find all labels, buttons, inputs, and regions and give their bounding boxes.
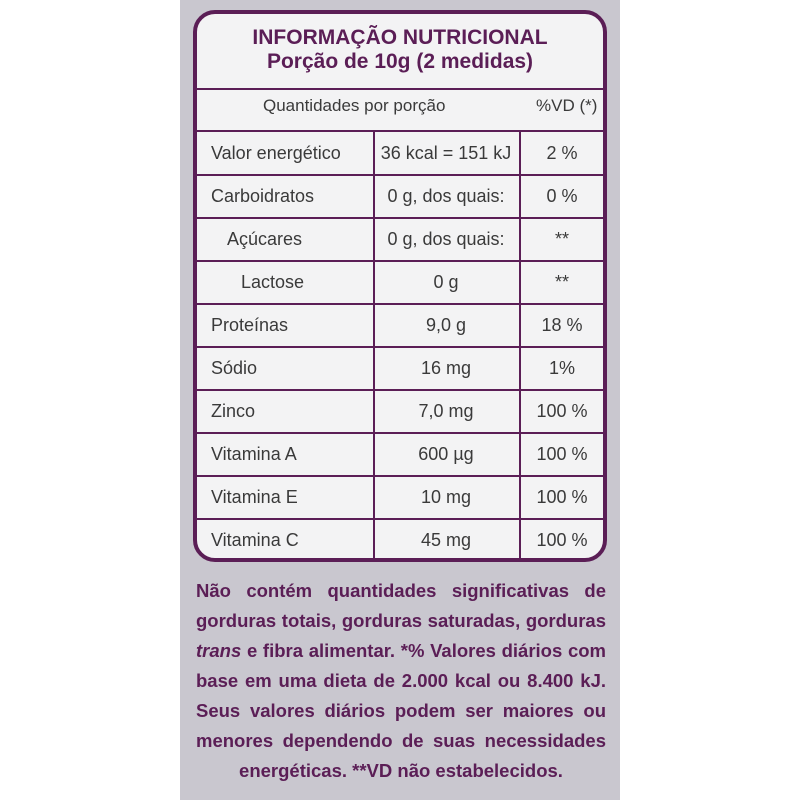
table-row [197,519,603,562]
table-row [197,433,603,476]
nutrient-vd: 0 % [546,186,578,206]
table-row [197,218,603,261]
nutrient-amount: 36 kcal = 151 kJ [380,143,512,163]
nutrient-vd: ** [554,272,569,292]
footnote-part1: Não contém quantidades significativas de gorduras totais, gorduras saturadas, gorduras [196,580,606,631]
nutrient-vd: 2 % [546,143,578,163]
nutrient-amount: 600 µg [418,444,474,464]
nutrient-name: Lactose [241,272,305,292]
nutrient-vd: 1% [548,358,575,378]
nutrition-facts-table [193,10,607,562]
nutrient-vd: 100 % [536,487,588,507]
nutrient-amount: 45 mg [420,530,472,550]
nutrient-name: Proteínas [211,315,289,335]
table-row [197,304,603,347]
nutrient-name: Carboidratos [211,186,315,206]
nutrient-vd: 100 % [536,401,588,421]
nutrient-name: Vitamina A [211,444,297,464]
table-row [197,390,603,433]
nutrient-vd: ** [554,229,569,249]
table-row [197,132,603,175]
header-quantity: Quantidades por porção [263,96,446,115]
nutrient-amount: 7,0 mg [418,401,474,421]
footnote-italic: trans [196,640,242,661]
nutrient-name: Vitamina C [211,530,299,550]
nutrient-amount: 16 mg [420,358,472,378]
nutrient-name: Valor energético [211,143,341,163]
serving-size: Porção de 10g (2 medidas) [266,50,534,73]
nutrient-amount: 9,0 g [425,315,467,335]
table-row [197,175,603,218]
nutrient-vd: 100 % [536,530,588,550]
table-row [197,261,603,304]
footnote-part2: e fibra alimentar. *% Valores diários com base em uma dieta de 2.000 kcal ou 8.400 kJ. Seus valores diários podem ser maiores ou menores dependendo de suas necessidades energéticas. **VD não estabelecidos. [196,640,606,781]
nutrient-name: Vitamina E [211,487,298,507]
nutrient-amount: 10 mg [420,487,472,507]
nutrient-amount: 0 g, dos quais: [387,186,505,206]
nutrient-vd: 18 % [541,315,583,335]
nutrient-name: Sódio [211,358,258,378]
table-row [197,347,603,390]
header-vd: %VD (*) [536,96,598,115]
nutrient-vd: 100 % [536,444,588,464]
table-row [197,476,603,519]
nutrient-name: Açúcares [227,229,303,249]
nutrient-amount: 0 g [433,272,459,292]
table-title: INFORMAÇÃO NUTRICIONAL [252,26,548,49]
nutrient-name: Zinco [211,401,256,421]
table-header [197,86,603,130]
footnote [196,576,606,786]
nutrient-amount: 0 g, dos quais: [387,229,505,249]
